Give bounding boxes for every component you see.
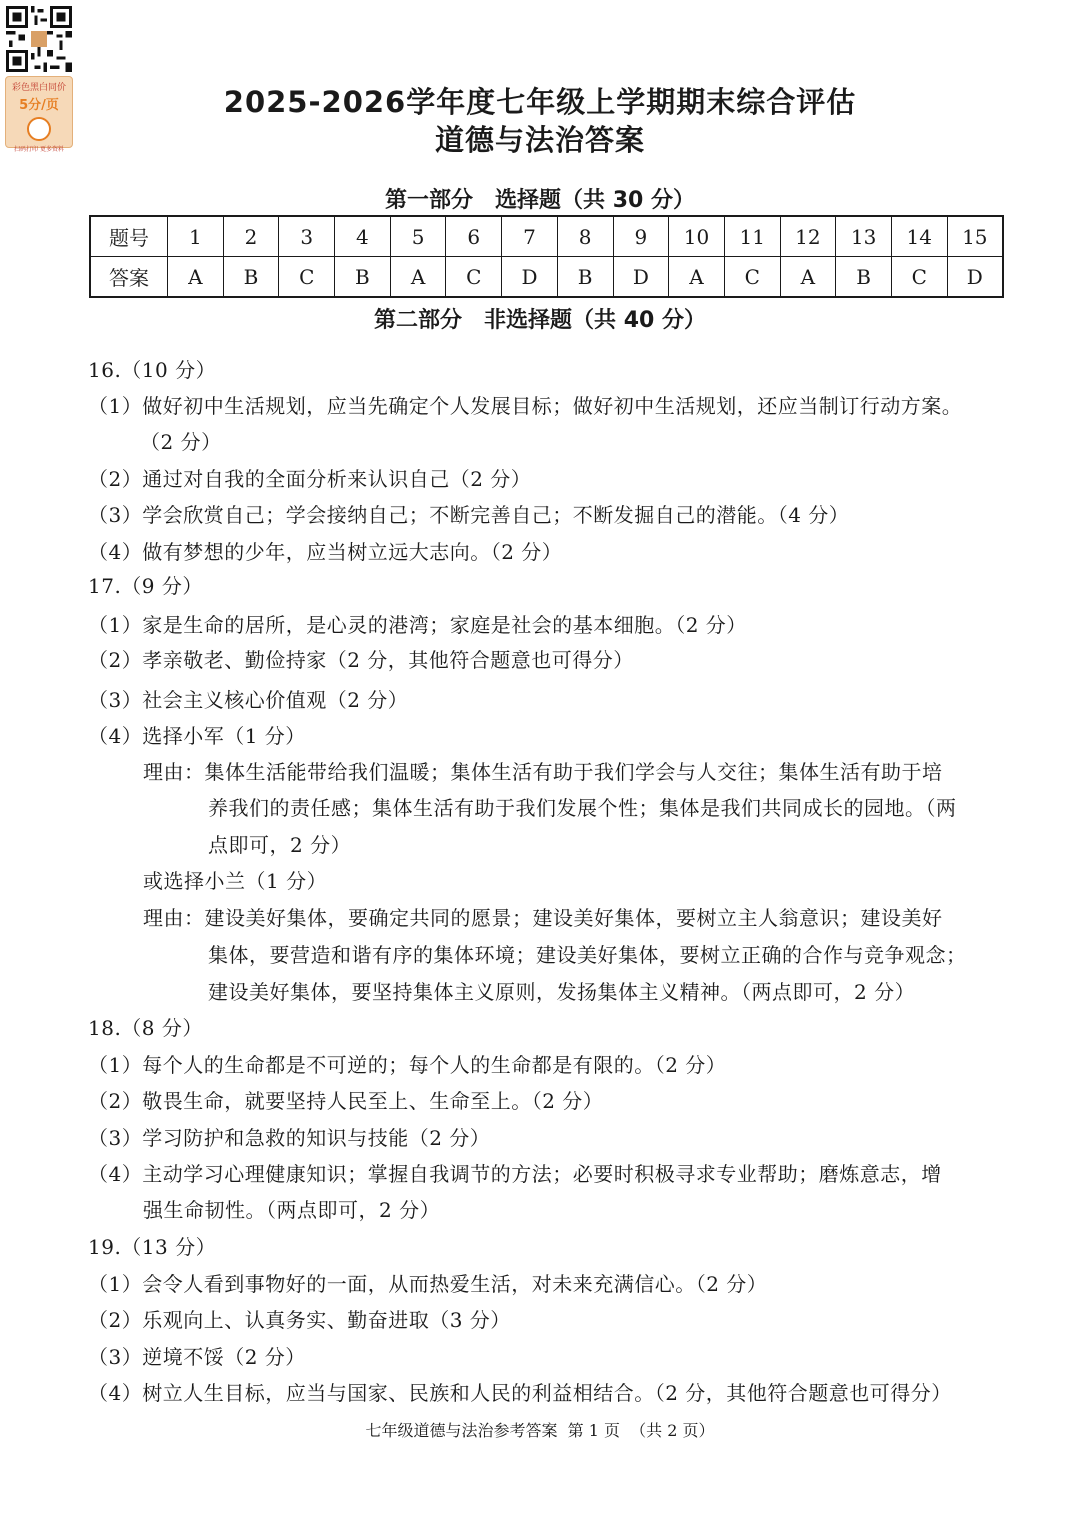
answer-line: （2）乐观向上、认真务实、勤奋进取（3 分） — [88, 1308, 511, 1332]
answer-line: （4）选择小军（1 分） — [88, 724, 306, 748]
answer-cell: B — [557, 257, 613, 298]
answer-cell: A — [780, 257, 836, 298]
question-number: 5 — [390, 216, 446, 257]
question-number: 4 — [335, 216, 391, 257]
question-number: 6 — [446, 216, 502, 257]
answer-line: 点即可，2 分） — [208, 833, 352, 857]
answer-cell: C — [724, 257, 780, 298]
question-heading: 17.（9 分） — [88, 574, 203, 598]
document-subtitle: 道德与法治答案 — [434, 123, 645, 157]
answer-line: 理由：集体生活能带给我们温暖；集体生活有助于我们学会与人交往；集体生活有助于培 — [143, 760, 943, 784]
answer-line: 强生命韧性。（两点即可，2 分） — [143, 1198, 441, 1222]
answer-line: 或选择小兰（1 分） — [143, 869, 328, 893]
question-number: 3 — [279, 216, 335, 257]
question-number: 14 — [891, 216, 947, 257]
answer-line: （4）树立人生目标，应当与国家、民族和人民的利益相结合。（2 分，其他符合题意也可得分） — [88, 1381, 952, 1405]
answer-line: 养我们的责任感；集体生活有助于我们发展个性；集体是我们共同成长的园地。（两 — [208, 796, 957, 820]
answer-cell: B — [836, 257, 892, 298]
question-heading: 16.（10 分） — [88, 358, 217, 382]
part-1-title: 第一部分 选择题（共 30 分） — [385, 188, 695, 213]
answer-line: （1）每个人的生命都是不可逆的；每个人的生命都是有限的。（2 分） — [88, 1053, 727, 1077]
row-label-answer: 答案 — [90, 257, 168, 298]
question-number: 8 — [557, 216, 613, 257]
page-footer: 七年级道德与法治参考答案 第 1 页 （共 2 页） — [365, 1421, 715, 1440]
document-title: 2025-2026学年度七年级上学期期末综合评估 — [223, 85, 857, 119]
question-heading: 18.（8 分） — [88, 1016, 203, 1040]
question-number: 7 — [502, 216, 558, 257]
answer-line: （2）敬畏生命，就要坚持人民至上、生命至上。（2 分） — [88, 1089, 604, 1113]
answer-table — [89, 215, 1004, 298]
answer-row — [90, 257, 1003, 298]
qr-code — [6, 6, 72, 72]
question-heading: 19.（13 分） — [88, 1235, 217, 1259]
answer-cell: A — [669, 257, 725, 298]
answer-line: （2）孝亲敬老、勤俭持家（2 分，其他符合题意也可得分） — [88, 648, 634, 672]
answer-cell: A — [390, 257, 446, 298]
answer-line: （3）社会主义核心价值观（2 分） — [88, 688, 409, 712]
question-number: 13 — [836, 216, 892, 257]
question-number: 1 — [168, 216, 224, 257]
answer-line: （3）学习防护和急救的知识与技能（2 分） — [88, 1126, 491, 1150]
row-label-number: 题号 — [90, 216, 168, 257]
badge-price: 5分/页 — [19, 98, 59, 113]
question-number: 11 — [724, 216, 780, 257]
part-2-title: 第二部分 非选择题（共 40 分） — [374, 308, 706, 333]
question-number-row — [90, 216, 1003, 257]
answer-cell: D — [613, 257, 669, 298]
answer-line: （4）做有梦想的少年，应当树立远大志向。（2 分） — [88, 540, 563, 564]
answer-line: 理由：建设美好集体，要确定共同的愿景；建设美好集体，要树立主人翁意识；建设美好 — [143, 906, 943, 930]
badge-line-1: 彩色黑白同价 — [11, 83, 66, 93]
answer-line: 建设美好集体，要坚持集体主义原则，发扬集体主义精神。（两点即可，2 分） — [208, 980, 916, 1004]
answer-cell: C — [446, 257, 502, 298]
answer-line: （1）会令人看到事物好的一面，从而热爱生活，对未来充满信心。（2 分） — [88, 1272, 768, 1296]
answer-cell: D — [947, 257, 1003, 298]
answer-line: （4）主动学习心理健康知识；掌握自我调节的方法；必要时积极寻求专业帮助；磨炼意志，增 — [88, 1162, 942, 1186]
answer-line: （1）做好初中生活规划，应当先确定个人发展目标；做好初中生活规划，还应当制订行动方案。 — [88, 394, 963, 418]
answer-line: （3）学会欣赏自己；学会接纳自己；不断完善自己；不断发掘自己的潜能。（4 分） — [88, 503, 850, 527]
question-number: 2 — [223, 216, 279, 257]
question-number: 9 — [613, 216, 669, 257]
answer-cell: C — [891, 257, 947, 298]
answer-cell: B — [223, 257, 279, 298]
answer-line: （1）家是生命的居所，是心灵的港湾；家庭是社会的基本细胞。（2 分） — [88, 613, 747, 637]
question-number: 10 — [669, 216, 725, 257]
answer-line: （2 分） — [140, 430, 222, 454]
answer-cell: D — [502, 257, 558, 298]
answer-cell: A — [168, 257, 224, 298]
question-number: 15 — [947, 216, 1003, 257]
answer-cell: B — [335, 257, 391, 298]
badge-line-3: 扫码打印 更多资料 — [14, 146, 64, 153]
answer-line: （2）通过对自我的全面分析来认识自己（2 分） — [88, 467, 532, 491]
answer-line: （3）逆境不馁（2 分） — [88, 1345, 306, 1369]
answer-line: 集体，要营造和谐有序的集体环境；建设美好集体，要树立正确的合作与竞争观念； — [208, 943, 967, 967]
question-number: 12 — [780, 216, 836, 257]
answer-cell: C — [279, 257, 335, 298]
